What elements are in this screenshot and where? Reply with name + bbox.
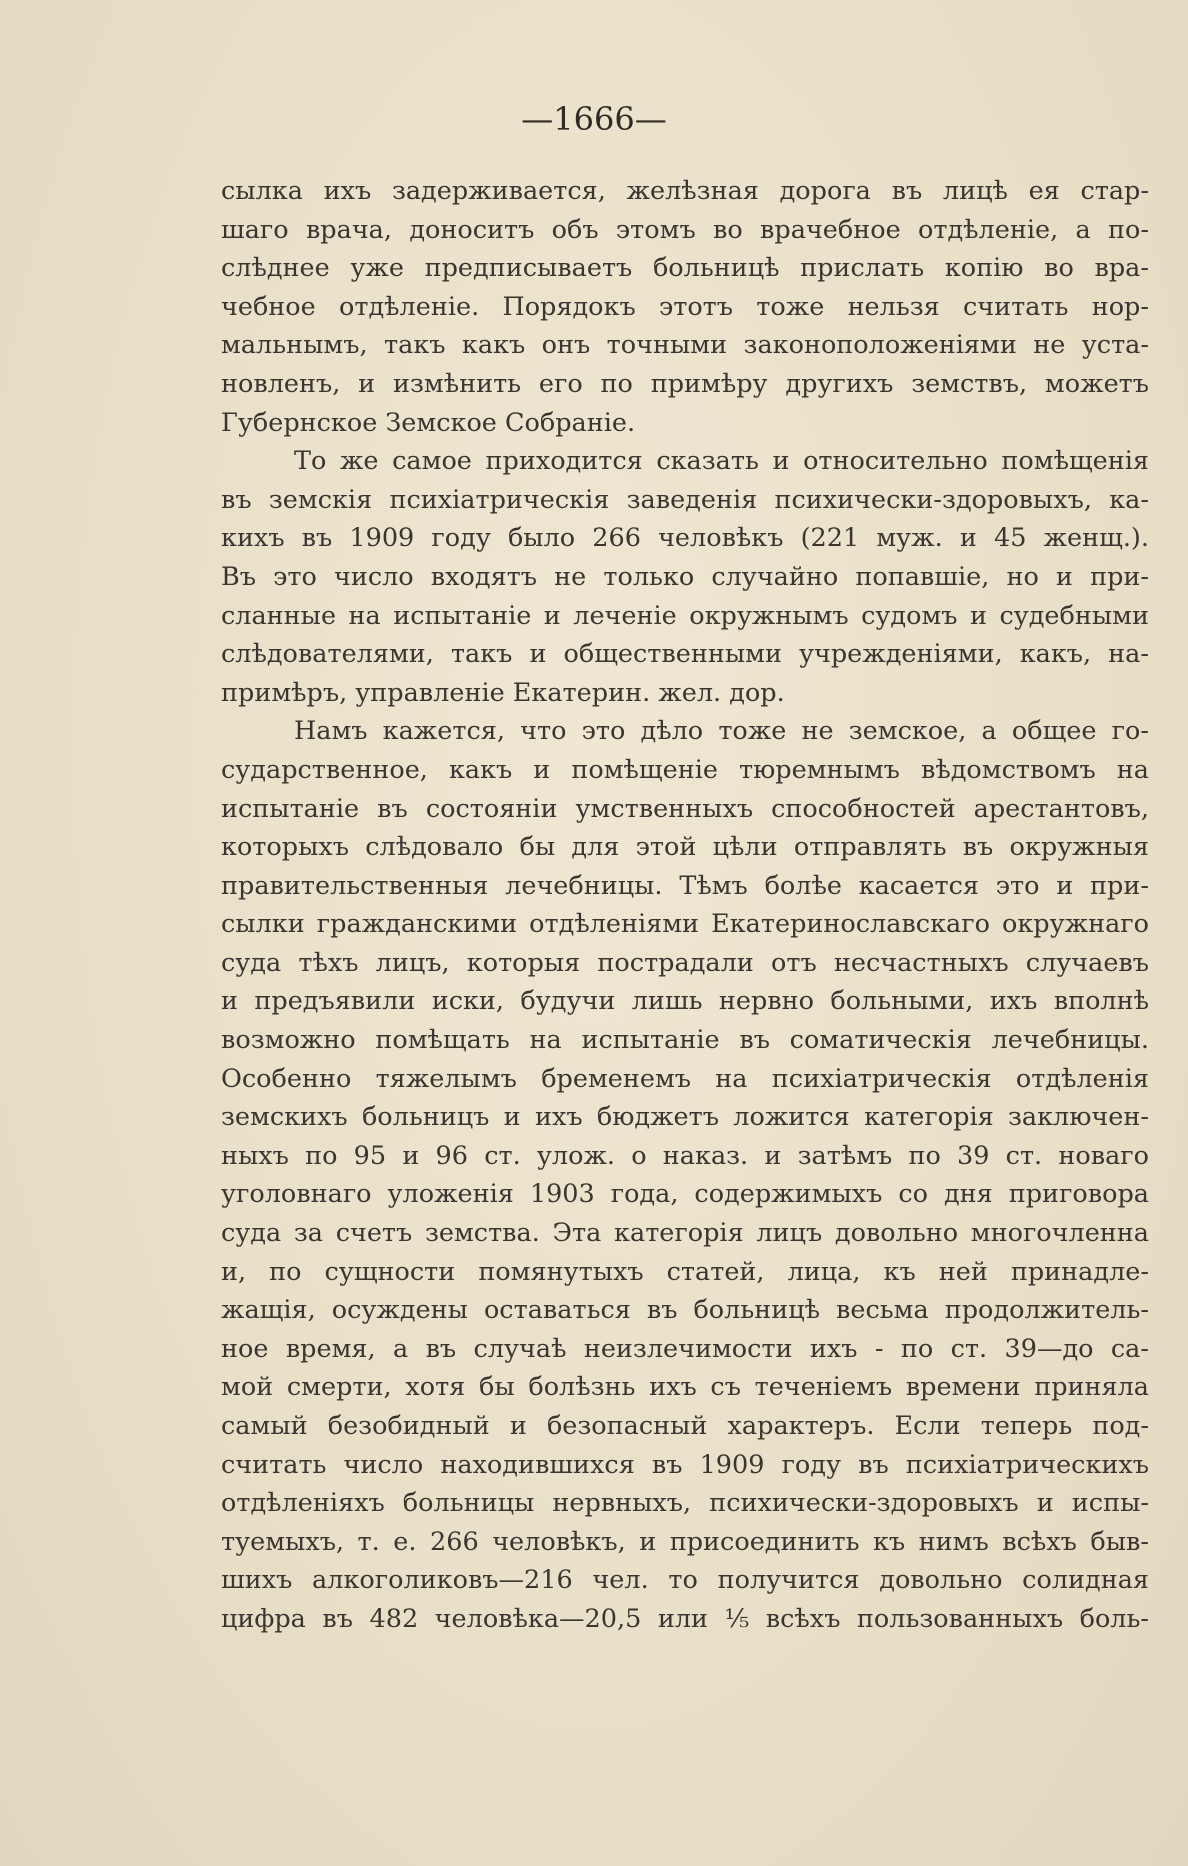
- text-line: ное время, а въ случаѣ неизлечимости ихъ - по ст. 39—до са-: [221, 1333, 1149, 1364]
- page-number: —1666—: [521, 100, 667, 138]
- text-line: и, по сущности помянутыхъ статей, лица, къ ней принадле-: [221, 1256, 1149, 1287]
- text-line: слѣдователями, такъ и общественными учрежденіями, какъ, на-: [221, 639, 1149, 670]
- text-line: считать число находившихся въ 1909 году въ психіатрическихъ: [221, 1449, 1149, 1480]
- text-line: сылки гражданскими отдѣленіями Екатеринославскаго окружнаго: [221, 909, 1149, 940]
- text-line: шаго врача, доноситъ объ этомъ во врачебное отдѣленіе, а по-: [221, 214, 1149, 245]
- text-line: уголовнаго уложенія 1903 года, содержимыхъ со дня приговора: [221, 1179, 1149, 1210]
- text-line: суда тѣхъ лицъ, которыя пострадали отъ несчастныхъ случаевъ: [221, 947, 1149, 978]
- body-text: [221, 172, 1149, 1639]
- text-line: новленъ, и измѣнить его по примѣру другихъ земствъ, можетъ: [221, 368, 1149, 399]
- text-line: сланные на испытаніе и леченіе окружнымъ судомъ и судебными: [221, 600, 1149, 631]
- text-line: правительственныя лечебницы. Тѣмъ болѣе касается это и при-: [221, 870, 1149, 901]
- text-line: сылка ихъ задерживается, желѣзная дорога въ лицѣ ея стар-: [221, 176, 1149, 206]
- text-line: суда за счетъ земства. Эта категорія лицъ довольно многочленна: [221, 1218, 1149, 1249]
- text-line: ныхъ по 95 и 96 ст. улож. о наказ. и затѣмъ по 39 ст. новаго: [221, 1140, 1149, 1171]
- text-line: Губернское Земское Собраніе.: [221, 407, 636, 438]
- text-line: испытаніе въ состояніи умственныхъ способностей арестантовъ,: [221, 793, 1149, 824]
- text-line: кихъ въ 1909 году было 266 человѣкъ (221 муж. и 45 женщ.).: [221, 523, 1149, 554]
- text-line: сударственное, какъ и помѣщеніе тюремнымъ вѣдомствомъ на: [221, 754, 1149, 785]
- text-line: самый безобидный и безопасный характеръ. Если теперь под-: [221, 1411, 1149, 1441]
- text-line: отдѣленіяхъ больницы нервныхъ, психически-здоровыхъ и испы-: [221, 1488, 1149, 1519]
- text-line: возможно помѣщать на испытаніе въ соматическія лечебницы.: [221, 1025, 1149, 1056]
- text-line: Особенно тяжелымъ бременемъ на психіатрическія отдѣленія: [221, 1063, 1149, 1094]
- text-line: примѣръ, управленіе Екатерин. жел. дор.: [221, 677, 785, 708]
- text-line: мальнымъ, такъ какъ онъ точными законоположеніями не уста-: [221, 330, 1149, 361]
- text-line: мой смерти, хотя бы болѣзнь ихъ съ теченіемъ времени приняла: [221, 1372, 1149, 1403]
- text-line: Намъ кажется, что это дѣло тоже не земское, а общее го-: [294, 716, 1149, 747]
- text-line: которыхъ слѣдовало бы для этой цѣли отправлять въ окружныя: [221, 832, 1149, 863]
- text-line: туемыхъ, т. е. 266 человѣкъ, и присоединить къ нимъ всѣхъ быв-: [221, 1526, 1149, 1557]
- text-line: и предъявили иски, будучи лишь нервно больными, ихъ вполнѣ: [221, 986, 1149, 1017]
- text-line: жащія, осуждены оставаться въ больницѣ весьма продолжитель-: [221, 1295, 1149, 1326]
- text-line: шихъ алкоголиковъ—216 чел. то получится довольно солидная: [221, 1565, 1149, 1596]
- text-line: Въ это число входятъ не только случайно попавшіе, но и при-: [221, 561, 1149, 592]
- text-line: въ земскія психіатрическія заведенія психически-здоровыхъ, ка-: [221, 484, 1149, 515]
- text-line: То же самое приходится сказать и относительно помѣщенія: [294, 446, 1149, 477]
- text-line: чебное отдѣленіе. Порядокъ этотъ тоже нельзя считать нор-: [221, 291, 1149, 322]
- text-line: цифра въ 482 человѣка—20,5 или ⅕ всѣхъ пользованныхъ боль-: [221, 1603, 1149, 1634]
- text-line: земскихъ больницъ и ихъ бюджетъ ложится категорія заключен-: [221, 1102, 1149, 1133]
- text-line: слѣднее уже предписываетъ больницѣ прислать копію во вра-: [221, 253, 1149, 284]
